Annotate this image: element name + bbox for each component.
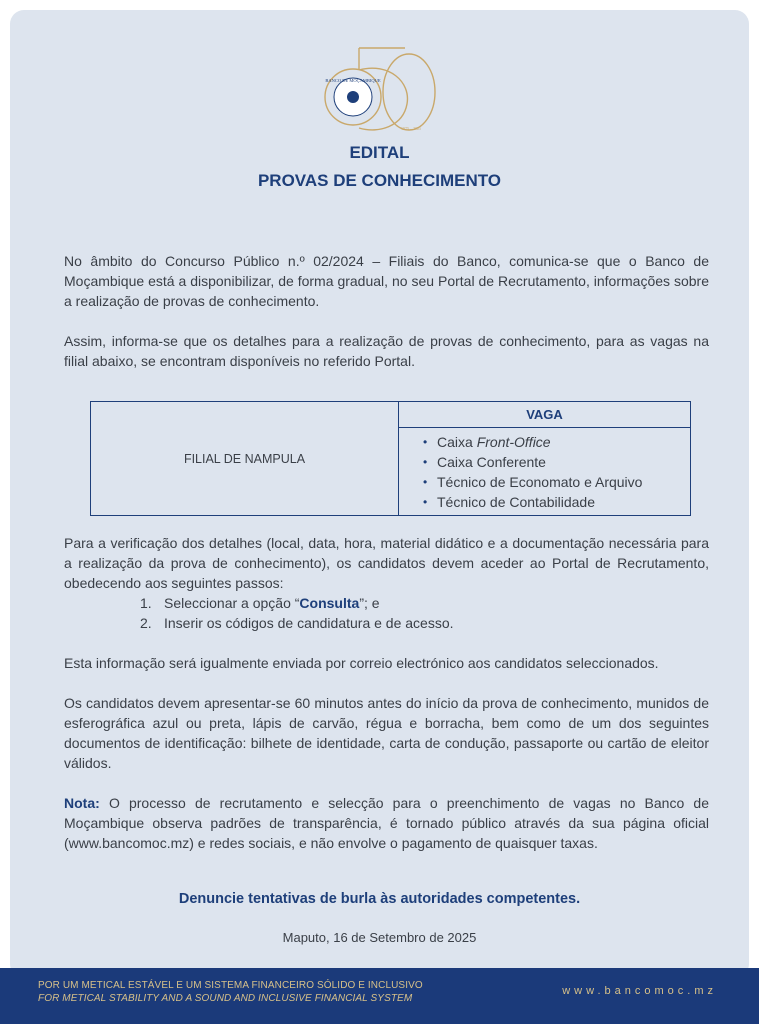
- vaga-item: • Técnico de Contabilidade: [423, 494, 595, 510]
- paragraph-intro: No âmbito do Concurso Público n.º 02/2024 – Filiais do Banco, comunica-se que o Banco de Moçambique está a disponibilizar, de forma gradual, no seu Portal de Recrutamento, informações sobre a realização de provas de conhecimento.: [64, 253, 709, 309]
- note-label: Nota:: [64, 795, 100, 811]
- bullet-icon: •: [423, 495, 428, 509]
- vaga-item: • Caixa Front-Office: [423, 434, 551, 450]
- footer-motto-pt: POR UM METICAL ESTÁVEL E UM SISTEMA FINANCEIRO SÓLIDO E INCLUSIVO: [38, 980, 423, 991]
- vaga-list-cell: [399, 428, 691, 516]
- step-item: 1. Seleccionar a opção “Consulta”; e: [140, 595, 380, 611]
- vaga-header: VAGA: [399, 402, 691, 428]
- bullet-icon: •: [423, 455, 428, 469]
- logo-years: 1975 – 2025: [401, 126, 421, 131]
- vacancies-table: [90, 401, 691, 516]
- doc-subtitle: PROVAS DE CONHECIMENTO: [257, 171, 502, 190]
- bullet-icon: •: [423, 435, 428, 449]
- step-item: 2. Inserir os códigos de candidatura e de acesso.: [140, 615, 454, 631]
- bank-50-years-logo: [319, 42, 437, 134]
- bullet-icon: •: [423, 475, 428, 489]
- paragraph-verification: Para a verificação dos detalhes (local, data, hora, material didático e a documentação necessária para a realização da prova de conhecimento), os candidatos devem aceder ao Portal de Recrutamento, obedecendo aos seguintes passos:: [64, 535, 709, 591]
- branch-cell: FILIAL DE NAMPULA: [91, 402, 399, 516]
- steps-list: [140, 593, 454, 633]
- footer-bar: [0, 968, 759, 1024]
- paragraph-note: Nota: O processo de recrutamento e selecção para o preenchimento de vagas no Banco de Moçambique observa padrões de transparência, é tornado público através da sua página oficial (www.bancomoc.mz) e redes sociais, e não envolve o pagamento de quaisquer taxas.: [64, 795, 709, 851]
- paragraph-info: Assim, informa-se que os detalhes para a realização de provas de conhecimento, para as vagas na filial abaixo, se encontram disponíveis no referido Portal.: [64, 333, 709, 369]
- logo-text: BANCO DE MOÇAMBIQUE: [325, 78, 381, 83]
- doc-title: EDITAL: [349, 143, 410, 162]
- vaga-item: • Técnico de Economato e Arquivo: [423, 474, 643, 490]
- footer-motto-en: FOR METICAL STABILITY AND A SOUND AND INCLUSIVE FINANCIAL SYSTEM: [38, 993, 413, 1004]
- paragraph-email: Esta informação será igualmente enviada por correio electrónico aos candidatos seleccionados.: [64, 655, 659, 671]
- fraud-warning: Denuncie tentativas de burla às autoridades competentes.: [178, 891, 581, 907]
- place-date: Maputo, 16 de Setembro de 2025: [282, 930, 477, 945]
- footer-website-link[interactable]: www.bancomoc.mz: [562, 985, 717, 997]
- vaga-item: • Caixa Conferente: [423, 454, 546, 470]
- paragraph-requirements: Os candidatos devem apresentar-se 60 minutos antes do início da prova de conhecimento, munidos de esferográfica azul ou preta, lápis de carvão, régua e borracha, bem como de um dos seguintes documentos de identificação: bilhete de identidade, carta de condução, passaporte ou cartão de eleitor válidos.: [64, 695, 709, 771]
